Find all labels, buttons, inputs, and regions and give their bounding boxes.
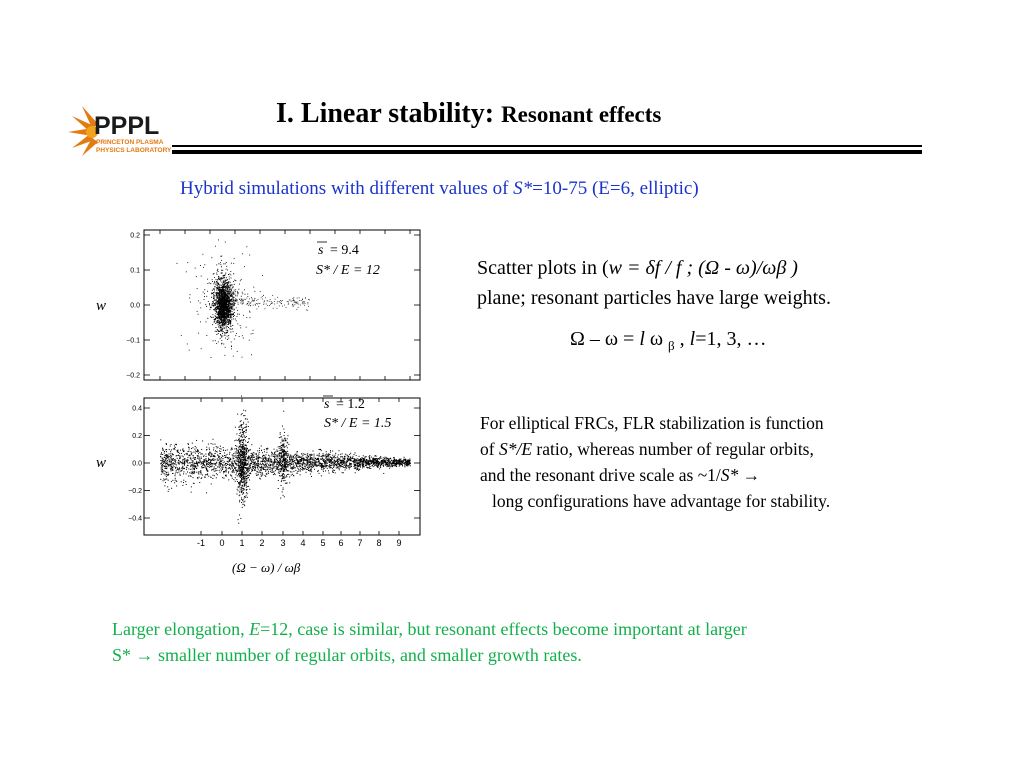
svg-text:s: s: [318, 243, 324, 258]
scatter-line-1-expr: w = δf / f ; (Ω - ω)/ωβ ): [608, 257, 798, 279]
frc-l3-pre: and the resonant drive scale as ~1/: [480, 465, 721, 485]
bottom-var: E: [249, 619, 261, 639]
bottom-post: =12, case is similar, but resonant effects become important at larger: [260, 619, 747, 639]
scatter-plot-top: [96, 230, 420, 380]
slide-title: [276, 98, 661, 130]
scatter-line-2: plane; resonant particles have large weights.: [477, 287, 831, 309]
scatter-plot-bottom: [96, 396, 420, 575]
frc-l3-post: →: [738, 465, 761, 485]
x-tick-label: 1: [239, 538, 245, 548]
slide-subtitle: [180, 178, 699, 200]
frc-paragraph: [480, 410, 940, 514]
y-axis-label-top: w: [96, 298, 107, 314]
x-tick-label: -1: [196, 538, 206, 548]
y-tick-label-top: 0.2: [130, 232, 140, 240]
frc-line-2: [480, 436, 940, 462]
frc-line-3: [480, 462, 940, 488]
y-tick-label-top: −0.2: [126, 372, 140, 380]
y-axis-label-bottom: w: [96, 455, 107, 471]
logo-text: PPPL: [94, 112, 160, 140]
x-tick-label: 7: [357, 538, 363, 548]
y-tick-label-bottom: 0.2: [132, 433, 142, 440]
pppl-logo: [66, 104, 172, 158]
subtitle-post: =10-75 (E=6, elliptic): [532, 178, 699, 199]
y-tick-label-top: 0.0: [130, 302, 140, 310]
frc-l2-post: ratio, whereas number of regular orbits,: [532, 439, 814, 459]
y-tick-label-top: −0.1: [126, 337, 140, 345]
s-bar-bottom: = 1.2: [336, 397, 365, 412]
frc-l2-pre: of: [480, 439, 499, 459]
x-tick-label: 0: [219, 538, 225, 548]
frc-l2-var: S*/E: [498, 439, 533, 459]
legend-top: [316, 242, 380, 278]
x-tick-label: 3: [280, 538, 286, 548]
subtitle-var: S*: [513, 178, 533, 199]
resonance-condition: [570, 328, 767, 354]
s-bar-top: = 9.4: [330, 243, 359, 258]
title-rule-thick: [172, 150, 922, 154]
y-tick-label-bottom: 0.0: [132, 460, 142, 468]
bottom-note: [112, 616, 932, 668]
frc-line-4: long configurations have advantage for stability.: [492, 491, 831, 511]
x-tick-label: 4: [300, 538, 306, 548]
title-rule-thin: [172, 145, 922, 147]
reson-pre: Ω – ω =: [570, 328, 640, 350]
x-tick-label: 5: [320, 538, 326, 548]
title-sub: Resonant effects: [501, 102, 662, 127]
frc-l3-var: S*: [720, 465, 739, 485]
logo-sub-2: PHYSICS LABORATORY: [96, 147, 172, 154]
x-tick-label: 2: [259, 538, 265, 548]
logo-sub-1: PRINCETON PLASMA: [96, 139, 164, 146]
ratio-bottom: S* / E = 1.5: [324, 416, 392, 431]
title-main: I. Linear stability:: [276, 98, 502, 129]
reson-post: =1, 3, …: [695, 328, 767, 350]
scatter-description: [477, 253, 947, 313]
reson-sub: β: [668, 338, 675, 353]
subtitle-pre: Hybrid simulations with different values of: [180, 178, 514, 199]
y-tick-label-bottom: −0.4: [128, 515, 142, 523]
x-axis-label: (Ω − ω) / ωβ: [232, 560, 301, 575]
scatter-line-1: [477, 253, 947, 283]
ratio-top: S* / E = 12: [316, 263, 380, 278]
x-tick-label: 8: [376, 538, 382, 548]
legend-bottom: [323, 396, 391, 431]
frc-line-1: For elliptical FRCs, FLR stabilization is function: [480, 413, 824, 433]
reson-l2: l: [689, 328, 696, 350]
reson-mid: ,: [674, 328, 690, 350]
bottom-pre: Larger elongation,: [112, 619, 250, 639]
x-tick-label: 6: [338, 538, 344, 548]
scatter-plots: [90, 222, 435, 584]
reson-omega: ω: [644, 328, 669, 350]
bottom-line-2: S* → smaller number of regular orbits, and smaller growth rates.: [112, 645, 582, 665]
y-tick-label-bottom: 0.4: [132, 405, 142, 413]
y-tick-label-top: 0.1: [130, 267, 140, 275]
bottom-line-1: [112, 616, 932, 642]
y-tick-label-bottom: −0.2: [128, 488, 142, 495]
x-tick-label: 9: [396, 538, 402, 548]
scatter-line-1-pre: Scatter plots in (: [477, 257, 609, 279]
reson-l: l: [639, 328, 645, 350]
